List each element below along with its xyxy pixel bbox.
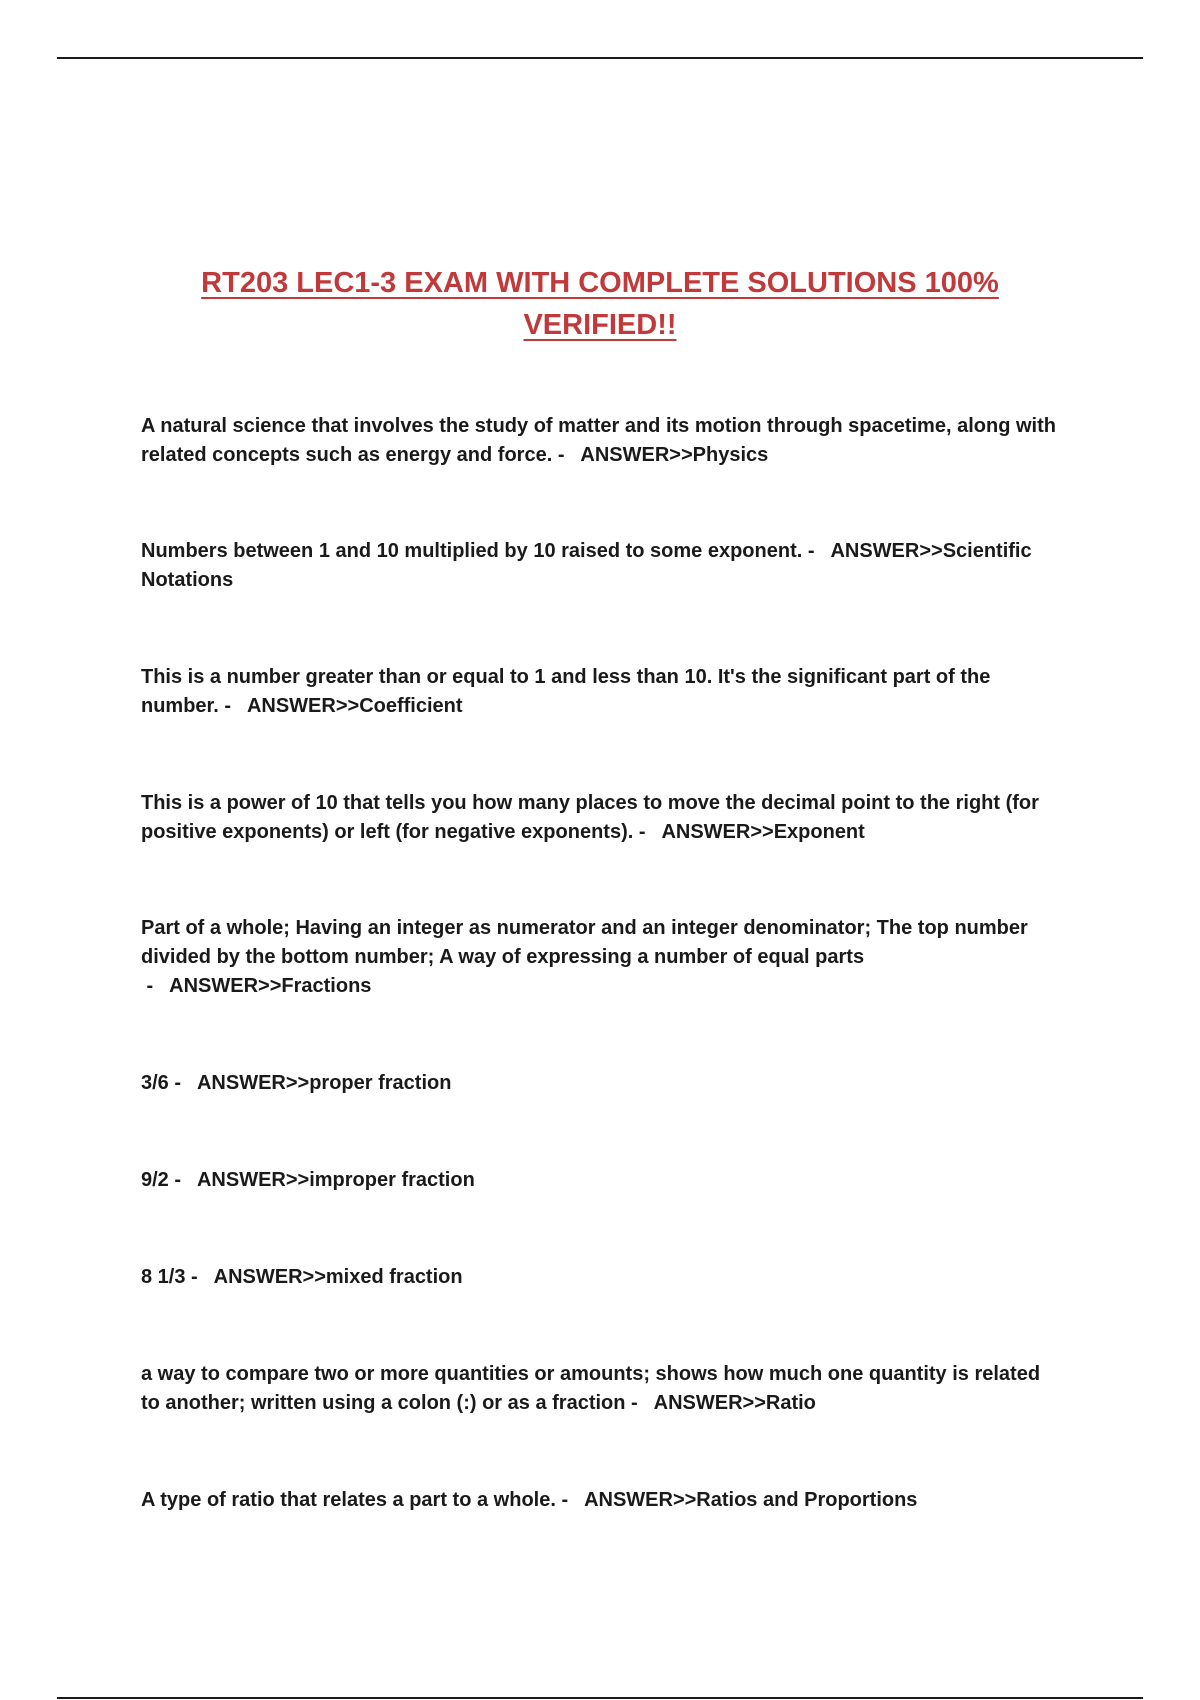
answer-text: ANSWER>>mixed fraction xyxy=(213,1266,463,1288)
separator: - xyxy=(168,1169,197,1191)
answer-text: ANSWER>>Physics xyxy=(580,444,769,466)
qa-item-scientific-notations xyxy=(141,537,1061,595)
qa-item-ratio xyxy=(141,1360,1061,1418)
qa-item-physics xyxy=(141,412,1061,470)
separator: - xyxy=(168,1072,197,1094)
qa-item-fractions xyxy=(141,914,1061,1001)
question-text: 3/6 xyxy=(141,1072,169,1094)
answer-text: ANSWER>>Coefficient xyxy=(246,695,463,717)
question-text: A type of ratio that relates a part to a whole. xyxy=(141,1489,556,1511)
answer-text: ANSWER>>Scientific Notations xyxy=(141,540,1032,591)
answer-text: ANSWER>>Ratio xyxy=(653,1392,816,1414)
separator: - xyxy=(185,1266,214,1288)
bottom-rule xyxy=(57,1697,1143,1699)
qa-item-exponent xyxy=(141,789,1061,847)
qa-item-improper-fraction xyxy=(141,1166,1061,1195)
separator: - xyxy=(633,821,662,843)
qa-item-proper-fraction xyxy=(141,1069,1061,1098)
separator: - xyxy=(218,695,247,717)
qa-item-mixed-fraction xyxy=(141,1263,1061,1292)
question-text: 8 1/3 xyxy=(141,1266,186,1288)
separator: - xyxy=(802,540,831,562)
qa-item-ratios-and-proportions xyxy=(141,1486,1061,1515)
qa-item-coefficient xyxy=(141,663,1061,721)
answer-text: ANSWER>>Ratios and Proportions xyxy=(584,1489,918,1511)
separator: - xyxy=(625,1392,654,1414)
question-text: 9/2 xyxy=(141,1169,169,1191)
question-text: a way to compare two or more quantities or amounts; shows how much one quantity is related to another; written using a colon (:) or as a fraction xyxy=(141,1363,1041,1414)
answer-text: ANSWER>>Fractions xyxy=(169,975,372,997)
question-text: This is a number greater than or equal to 1 and less than 10. It's the significant part of the number. xyxy=(141,666,991,717)
separator: - xyxy=(555,1489,585,1511)
answer-text: ANSWER>>proper fraction xyxy=(196,1072,452,1094)
question-text: Part of a whole; Having an integer as numerator and an integer denominator; The top number divided by the bottom number; A way of expressing a number of equal parts xyxy=(141,917,1028,968)
question-text: This is a power of 10 that tells you how many places to move the decimal point to the right (for positive exponents) or left (for negative exponents). xyxy=(141,792,1039,843)
separator: - xyxy=(552,444,581,466)
answer-text: ANSWER>>Exponent xyxy=(661,821,865,843)
question-text: Numbers between 1 and 10 multiplied by 10 raised to some exponent. xyxy=(141,540,803,562)
separator: - xyxy=(141,975,170,997)
top-rule xyxy=(57,57,1143,59)
document-title: RT203 LEC1-3 EXAM WITH COMPLETE SOLUTIONS 100% VERIFIED!! xyxy=(201,267,999,341)
answer-text: ANSWER>>improper fraction xyxy=(196,1169,475,1191)
question-text: A natural science that involves the study of matter and its motion through spacetime, along with related concepts such as energy and force. xyxy=(141,415,1056,466)
